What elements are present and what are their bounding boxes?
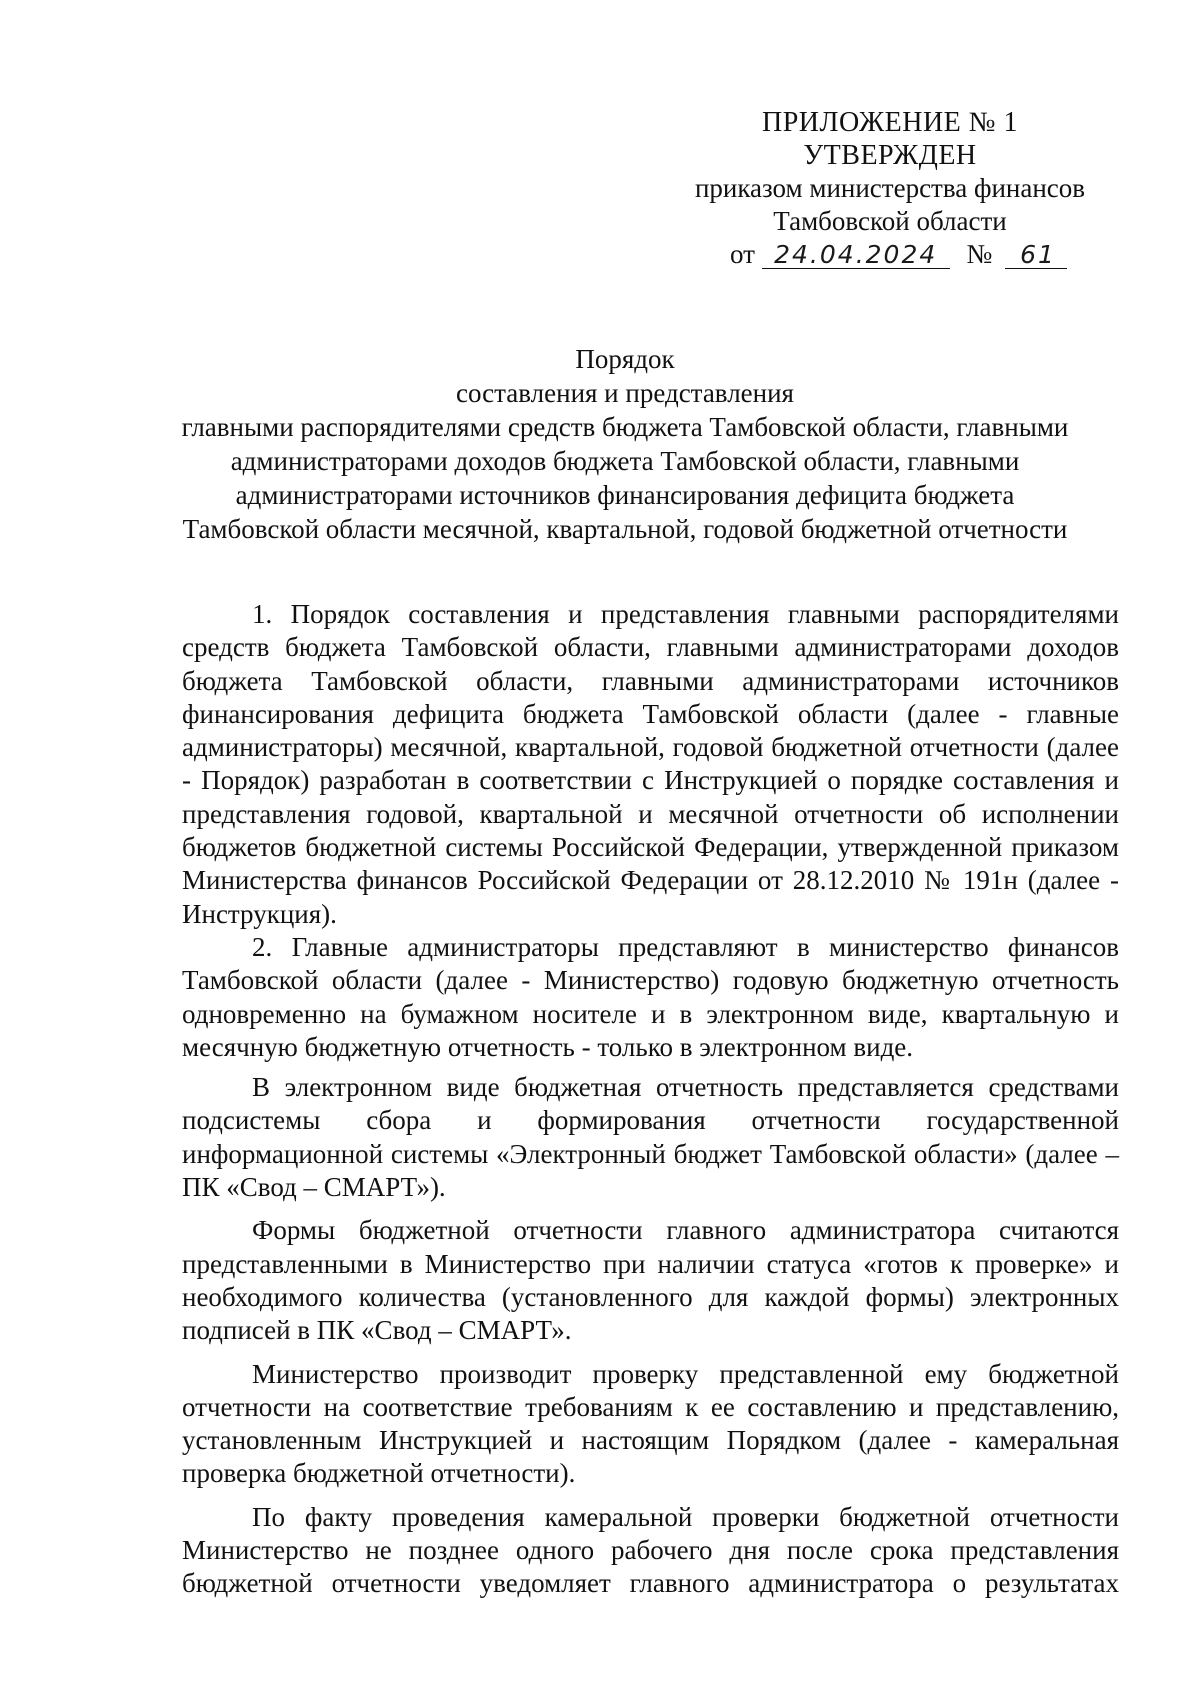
paragraph-6: По факту проведения камеральной проверки бюджетной отчетности Министерство не позднее одного рабочего дня после срока представления бюджетной отчетности уведомляет главного администратора о результатах xyxy=(182,1501,1119,1599)
number-label: № xyxy=(966,239,993,269)
approved-heading: УТВЕРЖДЕН xyxy=(803,140,977,171)
handwritten-number: 61 xyxy=(1005,242,1067,269)
paragraph-5: Министерство производит проверку представленной ему бюджетной отчетности на соответствие требованиям к ее составлению и представлению, установленным Инструкцией и настоящим Порядком (далее - камеральная проверка бюджетной отчетности). xyxy=(182,1358,1119,1489)
title-line-6: Тамбовской области месячной, квартальной, годовой бюджетной отчетности xyxy=(182,514,1068,544)
paragraph-3: В электронном виде бюджетная отчетность представляется средствами подсистемы сбора и формирования отчетности государственной информационной системы «Электронный бюджет Тамбовской области» (далее – ПК «Свод – СМАРТ»). xyxy=(182,1072,1119,1203)
document-title xyxy=(150,342,1100,546)
region-line: Тамбовской области xyxy=(773,206,1007,236)
document-body xyxy=(182,598,1119,1601)
title-line-3: главными распорядителями средств бюджета Тамбовской области, главными xyxy=(181,412,1069,442)
paragraph-2: 2. Главные администраторы представляют в министерство финансов Тамбовской области (далее - Министерство) годовую бюджетную отчетность одновременно на бумажном носителе и в электронном виде, квартальную и месячную бюджетную отчетность - только в электронном виде. xyxy=(182,931,1119,1062)
paragraph-4: Формы бюджетной отчетности главного администратора считаются представленными в Министерство при наличии статуса «готов к проверке» и необходимого количества (установленного для каждой формы) электронных подписей в ПК «Свод – СМАРТ». xyxy=(182,1215,1119,1346)
date-prefix: от xyxy=(730,239,755,269)
handwritten-date: 24.04.2024 xyxy=(762,242,950,269)
paragraph-1: 1. Порядок составления и представления главными распорядителями средств бюджета Тамбовской области, главными администраторами доходов бюджета Тамбовской области, главными администраторами источников финансирования дефицита бюджета Тамбовской области (далее - главные администраторы) месячной, квартальной, годовой бюджетной отчетности (далее - Порядок) разработан в соответствии с Инструкцией о порядке составления и представления годовой, квартальной и месячной отчетности об исполнении бюджетов бюджетной системы Российской Федерации, утвержденной приказом Министерства финансов Российской Федерации от 28.12.2010 № 191н (далее - Инструкция). xyxy=(182,599,1119,929)
title-line-2: составления и представления xyxy=(456,378,794,408)
title-line-4: администраторами доходов бюджета Тамбовской области, главными xyxy=(230,446,1020,476)
appendix-heading: ПРИЛОЖЕНИЕ № 1 xyxy=(762,107,1018,138)
order-date-number-line xyxy=(660,238,1120,271)
title-line-1: Порядок xyxy=(575,344,675,374)
order-line: приказом министерства финансов xyxy=(694,173,1086,203)
approval-block xyxy=(660,106,1120,271)
title-line-5: администраторами источников финансирования дефицита бюджета xyxy=(235,480,1015,510)
